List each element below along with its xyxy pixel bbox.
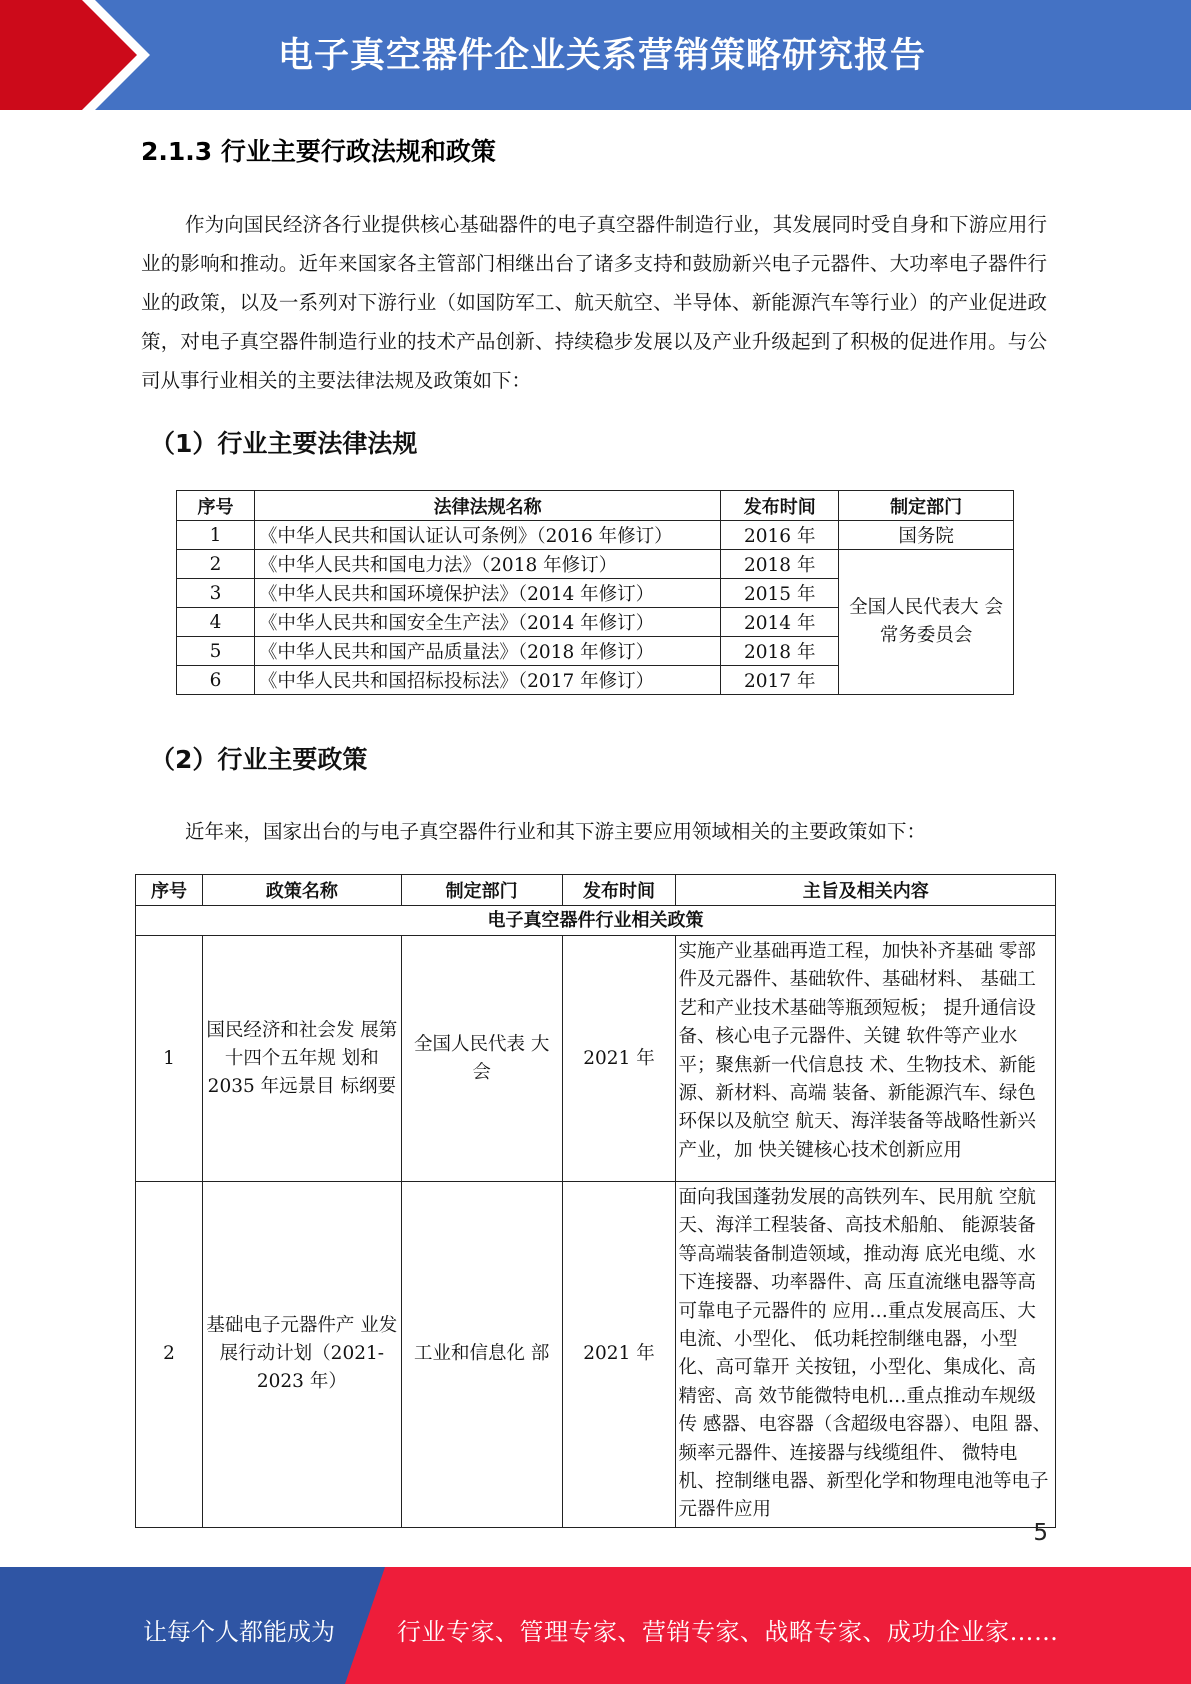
policy-name: 基础电子元器件产 业发展行动计划（2021-2023 年） [202,1182,401,1528]
issuing-department: 全国人民代表 大会 [401,936,562,1182]
issuing-department: 国务院 [839,521,1014,550]
column-header: 主旨及相关内容 [676,875,1056,906]
column-header: 法律法规名称 [254,491,720,521]
intro-paragraph: 作为向国民经济各行业提供核心基础器件的电子真空器件制造行业，其发展同时受自身和下游应用行业的影响和推动。近年来国家各主管部门相继出台了诸多支持和鼓励新兴电子元器件、大功率电子器件行业的政策，以及一系列对下游行业（如国防军工、航天航空、半导体、新能源汽车等行业）的产业促进政策，对电子真空器件制造行业的技术产品创新、持续稳步发展以及产业升级起到了积极的促进作用。与公司从事行业相关的主要法律法规及政策如下： [141,213,1047,392]
page-number: 5 [1033,1520,1048,1546]
table-header-row [136,875,1056,906]
page-footer [0,1567,1191,1684]
column-header: 发布时间 [721,491,839,521]
row-number: 6 [177,666,255,695]
row-number: 2 [177,550,255,579]
publish-date: 2018 年 [721,550,839,579]
table-row [136,1182,1056,1528]
policy-content: 实施产业基础再造工程，加快补齐基础 零部件及元器件、基础软件、基础材料、 基础工艺和产业技术基础等瓶颈短板； 提升通信设备、核心电子元器件、关键 软件等产业水平；聚焦新一代信息技 术、生物技术、新能源、新材料、高端 装备、新能源汽车、绿色环保以及航空 航天、海洋装备等战略性新兴产业，加 快关键核心技术创新应用 [676,936,1056,1182]
publish-date: 2017 年 [721,666,839,695]
column-header: 发布时间 [562,875,676,906]
issuing-department: 全国人民代表大 会常务委员会 [839,550,1014,695]
issuing-department: 工业和信息化 部 [401,1182,562,1528]
publish-date: 2015 年 [721,579,839,608]
law-name: 《中华人民共和国电力法》（2018 年修订） [254,550,720,579]
law-name: 《中华人民共和国环境保护法》（2014 年修订） [254,579,720,608]
column-header: 序号 [136,875,203,906]
policy-name: 国民经济和社会发 展第十四个五年规 划和2035 年远景目 标纲要 [202,936,401,1182]
row-number: 1 [177,521,255,550]
table-section-row [136,906,1056,936]
footer-slogan-left: 让每个人都能成为 [143,1618,335,1646]
row-number: 4 [177,608,255,637]
table-header-row [177,491,1014,521]
policy-content: 面向我国蓬勃发展的高铁列车、民用航 空航天、海洋工程装备、高技术船舶、 能源装备等高端装备制造领域，推动海 底光电缆、水下连接器、功率器件、高 压直流继电器等高可靠电子元器件的 应用…重点发展高压、大电流、小型化、 低功耗控制继电器，小型化、高可靠开 关按钮，小型化、集成化、高精密、高 效节能微特电机…重点推动车规级传 感器、电容器（含超级电容器）、电阻 器、频率元器件、连接器与线缆组件、 微特电机、控制继电器、新型化学和物理电池等电子元器件应用 [676,1182,1056,1528]
column-header: 制定部门 [839,491,1014,521]
row-number: 2 [136,1182,203,1528]
law-name: 《中华人民共和国安全生产法》（2014 年修订） [254,608,720,637]
row-number: 1 [136,936,203,1182]
publish-date: 2021 年 [562,936,676,1182]
row-number: 3 [177,579,255,608]
column-header: 政策名称 [202,875,401,906]
publish-date: 2018 年 [721,637,839,666]
law-name: 《中华人民共和国产品质量法》（2018 年修订） [254,637,720,666]
column-header: 序号 [177,491,255,521]
table-row [177,550,1014,579]
page-header [0,0,1191,110]
policies-table [135,874,1056,1528]
law-name: 《中华人民共和国招标投标法》（2017 年修订） [254,666,720,695]
policies-intro: 近年来，国家出台的与电子真空器件行业和其下游主要应用领域相关的主要政策如下： [185,820,927,843]
header-title: 电子真空器件企业关系营销策略研究报告 [278,36,927,76]
table-row [136,936,1056,1182]
laws-table [176,490,1014,695]
publish-date: 2014 年 [721,608,839,637]
publish-date: 2016 年 [721,521,839,550]
row-number: 5 [177,637,255,666]
table-row [177,521,1014,550]
footer-slogan-right: 行业专家、管理专家、营销专家、战略专家、成功企业家…… [397,1618,1059,1646]
section-heading: 2.1.3 行业主要行政法规和政策 [141,137,496,166]
law-name: 《中华人民共和国认证认可条例》（2016 年修订） [254,521,720,550]
publish-date: 2021 年 [562,1182,676,1528]
column-header: 制定部门 [401,875,562,906]
header-arrow-decoration [0,0,160,110]
policies-heading: （2）行业主要政策 [150,745,368,774]
laws-heading: （1）行业主要法律法规 [150,429,418,458]
table-section-title: 电子真空器件行业相关政策 [136,906,1056,936]
